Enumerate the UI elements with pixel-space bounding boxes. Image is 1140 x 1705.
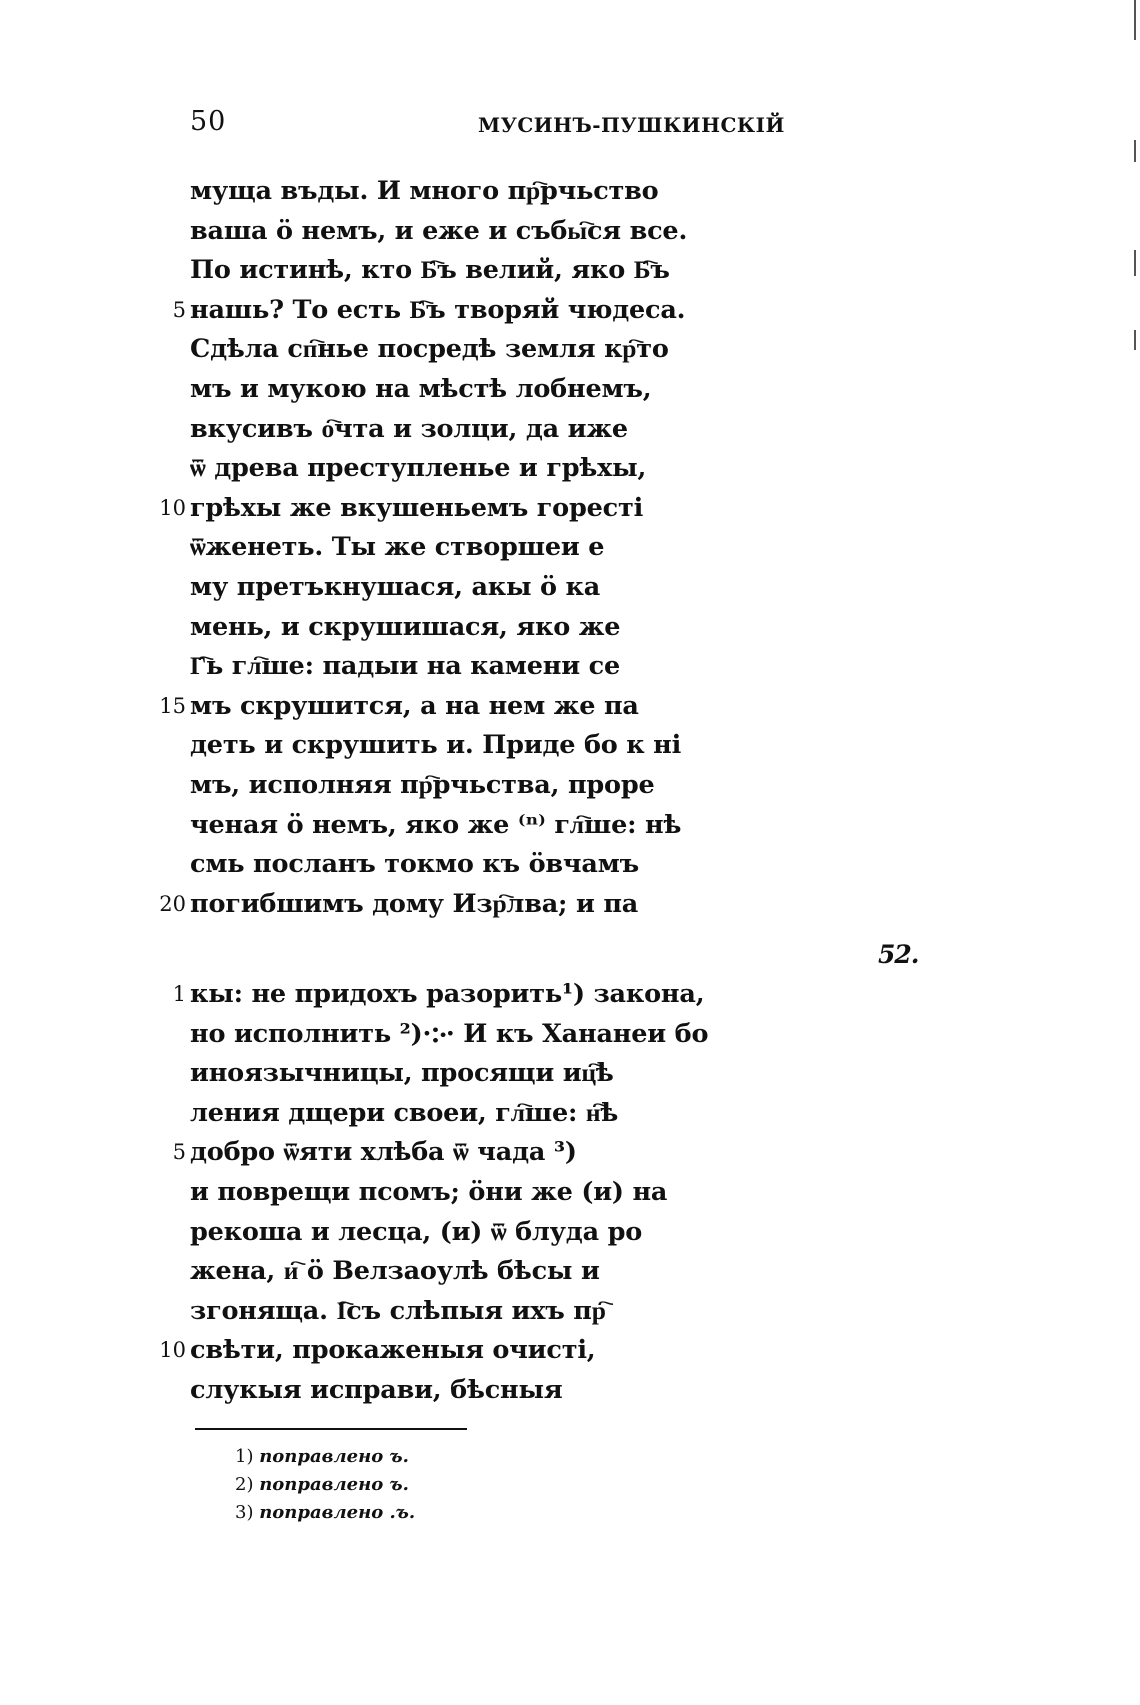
line-text: ѿ древа преступленье и грѣхы, <box>190 453 647 484</box>
text-line <box>150 410 750 450</box>
line-text: но исполнить ²)·჻· И къ Хананеи бо <box>190 1018 709 1049</box>
footnotes <box>235 1443 635 1527</box>
line-text: вкусивъ о҇чта и золци, да иже <box>190 413 628 444</box>
footnote-number: 1) <box>235 1446 254 1467</box>
line-text: мъ скрушится, а на нем же па <box>190 690 639 721</box>
text-line <box>150 726 750 766</box>
page-edge-marks <box>1134 0 1138 1705</box>
line-number: 5 <box>172 1140 186 1165</box>
line-number: 5 <box>172 297 186 322</box>
text-line <box>150 291 750 331</box>
line-number: 10 <box>159 1338 186 1363</box>
text-line <box>150 449 750 489</box>
line-text: му претъкнушася, акы ӧ ка <box>190 571 601 602</box>
line-text: ваша ӧ немъ, и еже и събы҇ся все. <box>190 215 688 246</box>
line-number: 10 <box>159 495 186 520</box>
line-number: 1 <box>172 982 186 1006</box>
line-text: и поврещи псомъ; ӧни же (и) на <box>190 1176 668 1207</box>
line-text: добро ѿяти хлѣба ѿ чада ³) <box>190 1137 577 1168</box>
text-line <box>150 1213 750 1253</box>
line-text: слукыя исправи, бѣсныя <box>190 1374 563 1405</box>
line-text: нашь? То есть Б҇ъ творяй чюдеса. <box>190 294 686 325</box>
line-text: По истинѣ, кто Б҇ъ велий, яко Б҇ъ <box>190 255 670 286</box>
text-line <box>150 1054 750 1094</box>
line-text: Сдѣла сп҇нье посредѣ земля кр҇то <box>190 334 669 365</box>
text-line <box>150 885 750 925</box>
text-line <box>150 687 750 727</box>
footnote <box>235 1443 635 1471</box>
line-number: 15 <box>159 693 186 718</box>
running-head: МУСИНЪ-ПУШКИНСКІЙ <box>478 113 785 137</box>
line-text: погибшимъ дому Изр҇лва; и па <box>190 888 639 919</box>
line-text: мъ, исполняя пр҇рчьства, проре <box>190 769 655 800</box>
line-text: згоняща. І҇съ слѣпыя ихъ пр҇ <box>190 1295 606 1326</box>
text-line <box>150 370 750 410</box>
line-text: ления дщери своеи, гл҇ше: н҇ѣ <box>190 1097 619 1128</box>
text-block-1 <box>150 172 750 924</box>
line-text: Г҇ь гл҇ше: падыи на камени се <box>190 651 620 682</box>
folio-marker: 52. <box>878 940 919 969</box>
line-text: рекоша и лесца, (и) ѿ блуда ро <box>190 1216 643 1247</box>
text-line <box>150 528 750 568</box>
line-text: ченая ӧ немъ, яко же ⁽ⁿ⁾ гл҇ше: нѣ <box>190 809 682 840</box>
text-line <box>150 489 750 529</box>
footnote-text: поправлено ъ. <box>259 1474 409 1495</box>
text-line <box>150 1331 750 1371</box>
text-line <box>150 172 750 212</box>
line-text: жена, и҇ ӧ Велзаоулѣ бѣсы и <box>190 1256 600 1287</box>
text-line <box>150 568 750 608</box>
text-line <box>150 251 750 291</box>
footnote-divider <box>195 1428 467 1430</box>
line-text: муща въды. И много пр҇рчьство <box>190 176 659 206</box>
footnote-text: поправлено .ъ. <box>259 1502 416 1523</box>
text-line <box>150 1371 750 1411</box>
line-text: иноязычницы, просящи иц҇ѣ <box>190 1058 614 1089</box>
line-text: смь посланъ токмо къ ӧвчамъ <box>190 849 640 880</box>
line-text: грѣхы же вкушеньемъ горесті <box>190 492 644 523</box>
line-text: кы: не придохъ разорить¹) закона, <box>190 979 705 1009</box>
footnote-number: 3) <box>235 1502 254 1523</box>
page-number: 50 <box>190 106 227 137</box>
line-text: свѣти, прокаженыя очисті, <box>190 1335 596 1366</box>
text-line <box>150 1094 750 1134</box>
text-line <box>150 212 750 252</box>
text-line <box>150 975 750 1015</box>
text-line <box>150 1015 750 1055</box>
text-line <box>150 608 750 648</box>
footnote <box>235 1471 635 1499</box>
text-block-2 <box>150 975 750 1411</box>
text-line <box>150 1173 750 1213</box>
text-line <box>150 806 750 846</box>
footnote-text: поправлено ъ. <box>259 1446 409 1467</box>
text-line <box>150 766 750 806</box>
line-text: мень, и скрушишася, яко же <box>190 611 621 642</box>
line-text: ѿженеть. Ты же створшеи е <box>190 532 605 563</box>
line-number: 20 <box>159 891 186 916</box>
footnote-number: 2) <box>235 1474 254 1495</box>
text-line <box>150 647 750 687</box>
text-line <box>150 1252 750 1292</box>
text-line <box>150 1292 750 1332</box>
line-text: мъ и мукою на мѣстѣ лобнемъ, <box>190 373 652 404</box>
text-line <box>150 845 750 885</box>
line-text: деть и скрушить и. Приде бо к ні <box>190 730 682 761</box>
text-line <box>150 330 750 370</box>
footnote <box>235 1499 635 1527</box>
text-line <box>150 1133 750 1173</box>
